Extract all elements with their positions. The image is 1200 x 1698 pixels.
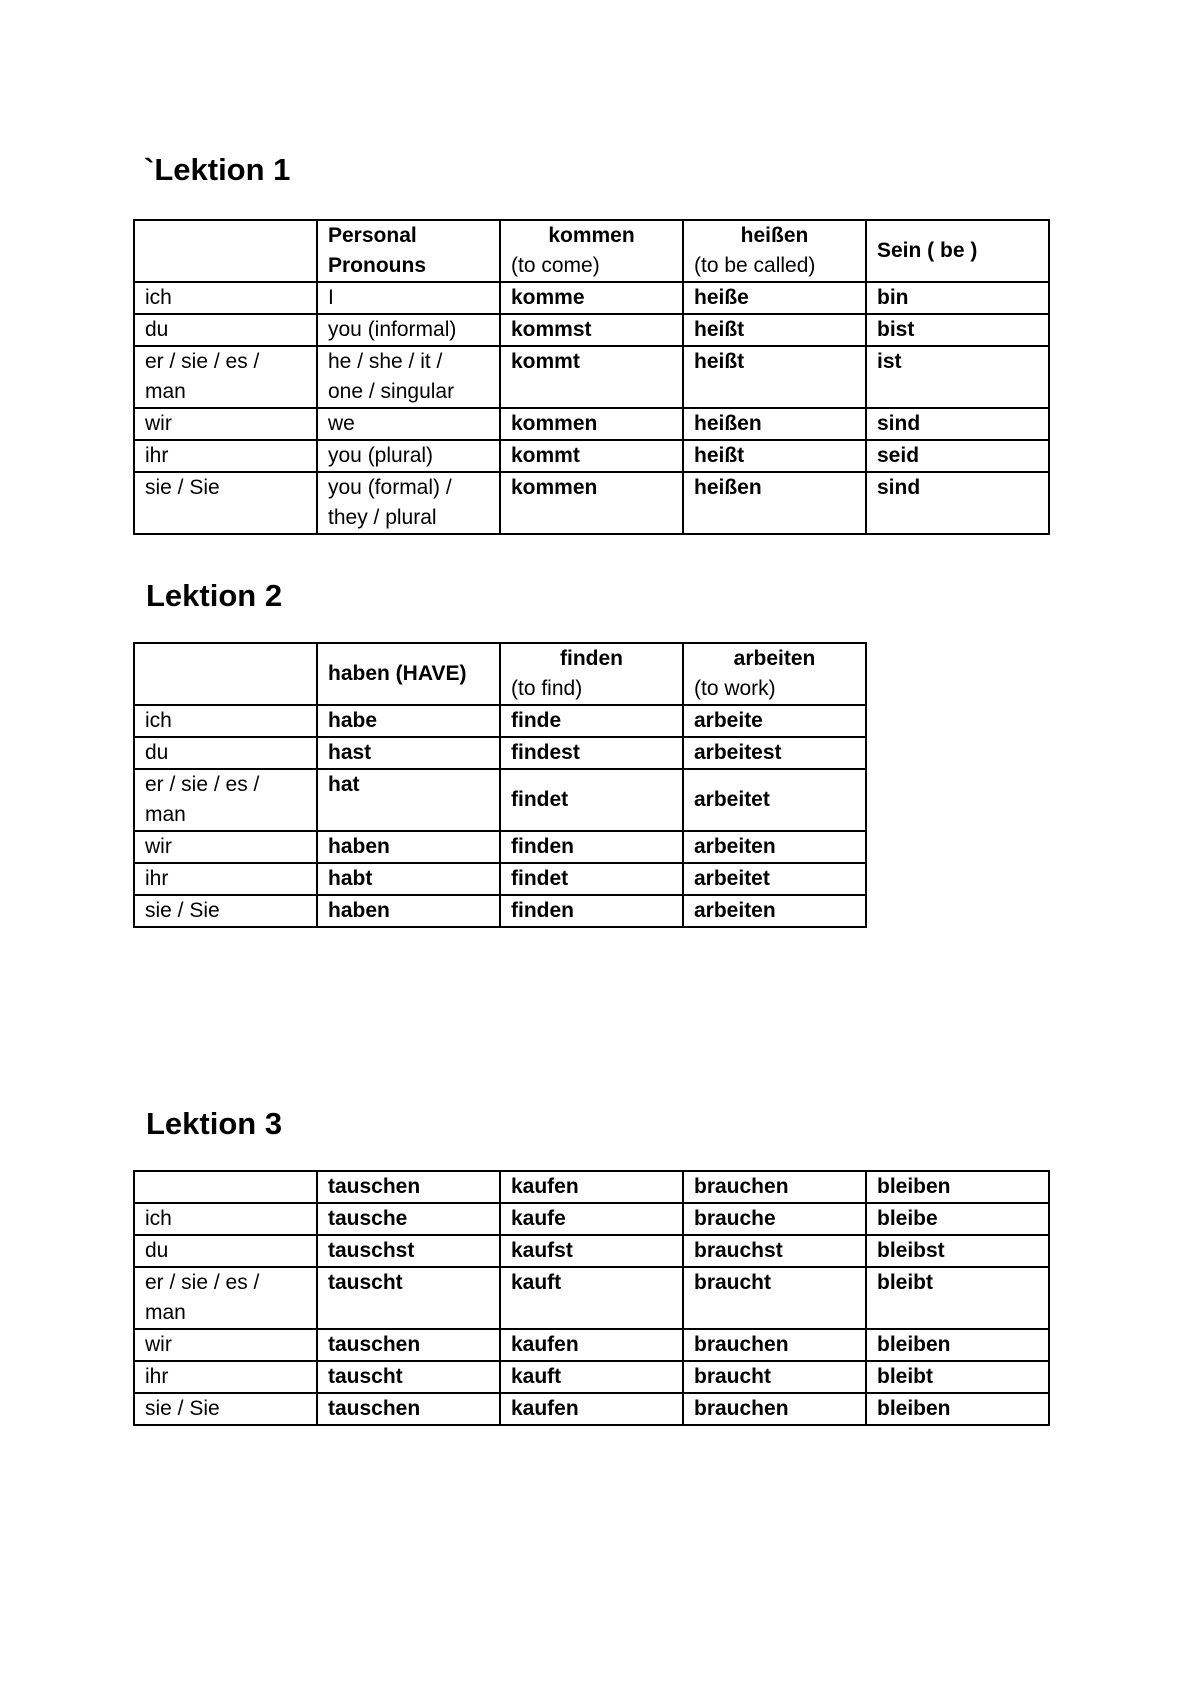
verb-cell: bleiben	[866, 1329, 1049, 1361]
verb-cell: kaufen	[500, 1393, 683, 1425]
header-personal-pronouns	[317, 220, 500, 282]
english-cell	[317, 346, 500, 408]
lektion-2-heading: Lektion 2	[146, 578, 283, 613]
table-row	[134, 346, 1049, 408]
verb-cell: kauft	[500, 1267, 683, 1329]
lektion-1-heading: `Lektion 1	[144, 152, 291, 187]
verb-cell: brauchen	[683, 1393, 866, 1425]
pronoun-cell: wir	[134, 831, 317, 863]
verb-cell: tauscht	[317, 1267, 500, 1329]
pronoun-line: er / sie / es /	[145, 350, 260, 373]
verb-cell: arbeitet	[683, 769, 866, 831]
lektion-3-table	[133, 1170, 1050, 1426]
table-row	[134, 1235, 1049, 1267]
verb-cell: habt	[317, 863, 500, 895]
header-cell-empty	[134, 643, 317, 705]
header-kommen	[500, 220, 683, 282]
english-cell: I	[317, 282, 500, 314]
table-header-row	[134, 220, 1049, 282]
verb-cell: brauche	[683, 1203, 866, 1235]
verb-cell: kommst	[500, 314, 683, 346]
verb-cell: bleibt	[866, 1267, 1049, 1329]
verb-cell: findet	[500, 863, 683, 895]
header-translation: (to find)	[511, 677, 583, 700]
verb-cell: arbeite	[683, 705, 866, 737]
verb-cell: heißen	[683, 408, 866, 440]
pronoun-cell: wir	[134, 408, 317, 440]
header-cell-empty	[134, 1171, 317, 1203]
pronoun-cell: ihr	[134, 1361, 317, 1393]
header-verb: arbeiten	[733, 647, 816, 670]
verb-cell: kommen	[500, 408, 683, 440]
header-text: Pronouns	[328, 254, 426, 277]
verb-cell: tauschen	[317, 1329, 500, 1361]
verb-cell: heißt	[683, 314, 866, 346]
header-text: Personal	[328, 224, 417, 247]
verb-cell: brauchen	[683, 1329, 866, 1361]
pronoun-line: man	[145, 803, 186, 826]
verb-cell: tauscht	[317, 1361, 500, 1393]
verb-cell: finden	[500, 831, 683, 863]
table-header-row	[134, 1171, 1049, 1203]
pronoun-cell: wir	[134, 1329, 317, 1361]
header-verb: bleiben	[866, 1171, 1049, 1203]
verb-cell: sind	[866, 408, 1049, 440]
verb-cell: bleibst	[866, 1235, 1049, 1267]
table-header-row	[134, 643, 866, 705]
verb-cell: haben	[317, 895, 500, 927]
pronoun-line: man	[145, 380, 186, 403]
verb-cell: habe	[317, 705, 500, 737]
pronoun-cell: sie / Sie	[134, 1393, 317, 1425]
pronoun-cell: sie / Sie	[134, 895, 317, 927]
verb-cell: braucht	[683, 1361, 866, 1393]
english-cell: you (informal)	[317, 314, 500, 346]
header-verb: kommen	[548, 224, 635, 247]
verb-cell: heißen	[683, 472, 866, 534]
verb-cell: arbeiten	[683, 831, 866, 863]
lektion-3-heading: Lektion 3	[146, 1106, 283, 1141]
header-verb: tauschen	[317, 1171, 500, 1203]
lektion-1-table	[133, 219, 1050, 535]
verb-cell: bleibe	[866, 1203, 1049, 1235]
table-row	[134, 705, 866, 737]
pronoun-line: man	[145, 1301, 186, 1324]
header-cell-empty	[134, 220, 317, 282]
pronoun-cell	[134, 1267, 317, 1329]
verb-cell: kommt	[500, 440, 683, 472]
table-row	[134, 1393, 1049, 1425]
verb-cell: heißt	[683, 440, 866, 472]
verb-cell: finden	[500, 895, 683, 927]
verb-cell: arbeitest	[683, 737, 866, 769]
table-row	[134, 863, 866, 895]
pronoun-cell	[134, 769, 317, 831]
table-row	[134, 769, 866, 831]
verb-cell: kaufe	[500, 1203, 683, 1235]
table-row	[134, 1203, 1049, 1235]
verb-cell: seid	[866, 440, 1049, 472]
header-verb: kaufen	[500, 1171, 683, 1203]
english-line: you (formal) /	[328, 476, 452, 499]
table-row	[134, 314, 1049, 346]
pronoun-cell	[134, 346, 317, 408]
header-arbeiten	[683, 643, 866, 705]
pronoun-line: er / sie / es /	[145, 773, 260, 796]
pronoun-cell: ich	[134, 705, 317, 737]
verb-cell: findest	[500, 737, 683, 769]
header-sein: Sein ( be )	[866, 220, 1049, 282]
verb-cell: haben	[317, 831, 500, 863]
table-row	[134, 472, 1049, 534]
verb-cell: kaufen	[500, 1329, 683, 1361]
table-row	[134, 737, 866, 769]
verb-cell: sind	[866, 472, 1049, 534]
header-translation: (to come)	[511, 254, 600, 277]
header-haben: haben (HAVE)	[317, 643, 500, 705]
verb-cell: heiße	[683, 282, 866, 314]
pronoun-cell: ich	[134, 282, 317, 314]
english-line: one / singular	[328, 380, 455, 403]
verb-cell: tauschen	[317, 1393, 500, 1425]
english-cell	[317, 472, 500, 534]
english-line: he / she / it /	[328, 350, 443, 373]
header-translation: (to work)	[694, 677, 776, 700]
english-cell: we	[317, 408, 500, 440]
header-verb: finden	[560, 647, 623, 670]
verb-cell: kommen	[500, 472, 683, 534]
header-verb: brauchen	[683, 1171, 866, 1203]
verb-cell: kauft	[500, 1361, 683, 1393]
pronoun-cell: ihr	[134, 440, 317, 472]
verb-cell: ist	[866, 346, 1049, 408]
table-row	[134, 1267, 1049, 1329]
table-row	[134, 440, 1049, 472]
table-row	[134, 1329, 1049, 1361]
verb-cell: bleibt	[866, 1361, 1049, 1393]
table-row	[134, 1361, 1049, 1393]
verb-cell: bist	[866, 314, 1049, 346]
pronoun-line: er / sie / es /	[145, 1271, 260, 1294]
table-row	[134, 895, 866, 927]
verb-cell: kommt	[500, 346, 683, 408]
table-row	[134, 831, 866, 863]
verb-cell: bin	[866, 282, 1049, 314]
verb-cell: bleiben	[866, 1393, 1049, 1425]
table-row	[134, 282, 1049, 314]
english-cell: you (plural)	[317, 440, 500, 472]
verb-cell: kaufst	[500, 1235, 683, 1267]
verb-cell: hat	[317, 769, 500, 831]
pronoun-cell: sie / Sie	[134, 472, 317, 534]
pronoun-cell: du	[134, 1235, 317, 1267]
pronoun-cell: ich	[134, 1203, 317, 1235]
verb-cell: arbeiten	[683, 895, 866, 927]
table-row	[134, 408, 1049, 440]
header-verb: heißen	[740, 224, 809, 247]
verb-cell: braucht	[683, 1267, 866, 1329]
verb-cell: findet	[500, 769, 683, 831]
header-finden	[500, 643, 683, 705]
verb-cell: arbeitet	[683, 863, 866, 895]
verb-cell: komme	[500, 282, 683, 314]
header-translation: (to be called)	[694, 254, 816, 277]
verb-cell: hast	[317, 737, 500, 769]
pronoun-cell: ihr	[134, 863, 317, 895]
lektion-2-table	[133, 642, 867, 928]
verb-cell: tauschst	[317, 1235, 500, 1267]
pronoun-cell: du	[134, 737, 317, 769]
verb-cell: heißt	[683, 346, 866, 408]
pronoun-cell: du	[134, 314, 317, 346]
verb-cell: tausche	[317, 1203, 500, 1235]
english-line: they / plural	[328, 506, 437, 529]
header-heissen	[683, 220, 866, 282]
verb-cell: brauchst	[683, 1235, 866, 1267]
verb-cell: finde	[500, 705, 683, 737]
